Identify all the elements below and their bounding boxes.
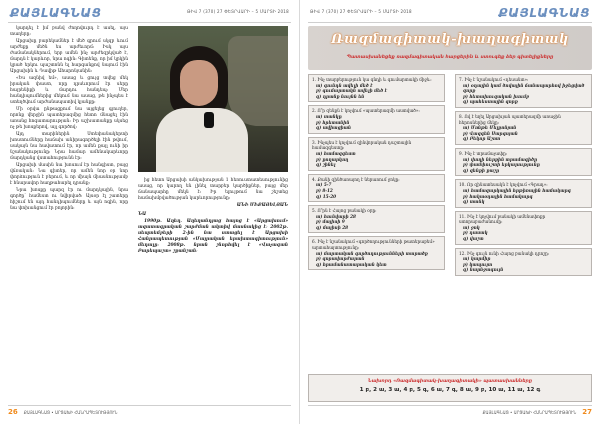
questions-column-left	[308, 74, 445, 372]
right-logo: ՔԱՅԼԱԳՆԱՑ	[498, 6, 590, 20]
question-box: 3. Ինչպես է կոչվում զինվորական դաշտային համազգեստը: ա) համազգեստ բ) քողարկող գ) շինել	[308, 137, 445, 171]
paragraph: կարդել է իմ բանվ ժողովուրդ է ասել, այս տաղերը:	[10, 26, 128, 37]
paragraph: ից հետո Արցախի անկախության 1 հեռուստատեսությունից ասաց, որ կարող են լինել տարբեր կարծիքներ, բայց մեր ճանապարհը մեկն է։ Իր ելույթում նա շեշտեց համախմբվածության կարևորությունը։	[138, 178, 288, 201]
questions-column-right	[455, 74, 592, 372]
footer-text: ՔԱՅԼԱԳՆԱՑ • ԱՐՑԱԽԻ ՀԱՆՐԱՊԵՏՈՒԹՅՈՒՆ	[482, 409, 577, 415]
paragraph: Այդ տարիներին Ստեփանակերտի խոստումները հաճախ անիրագործելի էին թվում, սակայն նա հավատում էր, որ ամեն քայլ ունի իր նշանակությունը։ Նրա համար ամենակարևորը մարդկանց վստահությունն էր։	[10, 132, 128, 161]
question-box: 10. Որ զինատեսակն է կոչվում «Գրադ»: ա) համազարկային հրթիռային համակարգ բ) հակաօդային համակարգ գ) տանկ	[455, 179, 592, 207]
left-logo: ՔԱՅԼԱԳՆԱՑ	[10, 6, 102, 20]
bio-text: 1990թ. Աղեղ. Աղեղանդյաց հայոց է «Արցախում» ազատագրական շարժման ակտիվ մասնակից է։ 2002թ. սեպտեմբերի 2-ին նա ստացել է Արցախի Հանրապետության «Մայրական երախտագիտություն» մեդալը։ 2008թ. նրան շնորհվել է «Վաչագան Բարեպաշտ» շքանշան։	[138, 219, 288, 254]
page-number: 27	[582, 408, 592, 416]
question-box: 7. Ինչ է նշանակում «դեսանտ»: ա) օդային կամ ծովային ճանապարհով իջեցված զորք բ) հետախուզական խումբ գ) պահեստային զորք	[455, 74, 592, 108]
question-box: 9. Ինչ է տրամաչափը: ա) փողի ներքին տրամագիծը բ) փամփուշտի երկարությունը գ) զենքի քաշը	[455, 148, 592, 176]
left-footer	[8, 405, 291, 418]
interview-photo	[138, 26, 288, 172]
question-box: 11. Ինչ է կոչվում բանակի ամենափոքր ստորաբաժանումը: ա) ջոկ բ) դասակ գ) վաշտ	[455, 211, 592, 245]
paragraph: Մի օրվա ընթացքում նա այցելեց գյուղեր, որոնք վերջին պատերազմից հետո մնացել էին առանց հոգատարության։ Իր աշխատանքը սկսեց ոչ թե խոսքերով, այլ գործով։	[10, 107, 128, 130]
page-number: 26	[8, 408, 18, 416]
question-box: 12. Ինչ գույն ունի Հայոց բանակի դրոշը: ա) կարմիր բ) կապույտ գ) նարնջագույն	[455, 248, 592, 276]
right-top-rule	[308, 22, 592, 23]
quiz-subtitle: Պատասխանեցեք ռազմագիտական հարցերին և ստուգեք ձեր գիտելիքները	[346, 55, 554, 60]
paragraph: «Ես ազնիվ եմ», ասաց և ցույց տվեց մեկ իրական փաստ, որը դրսևորում էր սերը հայրենիքի և մարդու հանդեպ։ Մեր հանդիպումներից մեկում նա ասաց, թե ինչպես է ստեղծվում արժանապատիվ կյանքը։	[10, 76, 128, 105]
right-running-head: ԹԻՎ 7 (370) 27 ՓԵՏՐՎԱՐԻ – 5 ՄԱՐՏԻ 2018	[310, 9, 412, 14]
paragraph: Նրա խոսքը պարզ էր ու մարդկային, նրա գործը՝ համեստ ու նվիրված։ Այսօր էլ շատերը հիշում են այդ հանդիպումները և այն ոգին, որը նա փոխանցում էր բոլորին։	[10, 188, 128, 211]
left-running-head: ԹԻՎ 7 (370) 27 ՓԵՏՐՎԱՐԻ – 5 ՄԱՐՏԻ 2018	[187, 9, 289, 14]
right-footer	[308, 405, 592, 418]
left-text-column-2	[138, 178, 288, 398]
left-top-rule	[8, 22, 291, 23]
paragraph: Արցախը բարեկամներ է մեծ գրում սկզբ ևում արժեքը մեծն ես արժեւորմ։ Իսկ այս ժամանակներում, երբ ամեն ինչ արժեզրկված է, մարդն է կարևոր, նրա ոգին։ Գիտենք, որ իմ կրկին կրած երկու պաշտոնն ել հարգանքով նայում էին Արցախին և Դավիթ Ահարոնյանին։	[10, 39, 128, 74]
answers-box	[308, 374, 592, 402]
question-box: 1. Ինչ տարբերություն կա գնդի և գումարտակի միջև: ա) գունդն ավելի մեծ է բ) գումարտակն ավելի մեծ է գ) դրանք նույնն են	[308, 74, 445, 102]
question-box: 4. Քանի զինծառայող է ներառում ջոկը: ա) 5-7 բ) 8-12 գ) 15-20	[308, 174, 445, 202]
quiz-banner	[308, 26, 592, 70]
microphone-icon	[204, 112, 214, 128]
bio-label: ՆԱ	[138, 212, 147, 217]
paragraph: Արցախի մասին նա խոսում էր հանգիստ, բայց վճռական։ Նա գիտեր, որ ամեն նոր օր նոր փորձություն է բերում, և որ միայն միասնությամբ է հնարավոր հաղթահարել դրանք։	[10, 163, 128, 186]
question-box: 2. Ո՞ր զենքն է կոչվում «պատերազմի աստված»: ա) տանկը բ) հրետանին գ) ավիացիան	[308, 105, 445, 133]
question-box: 8. Ով է եղել Արցախյան պատերազմի առաջին հերոսներից մեկը: ա) Մոնթե Մելքոնյան բ) Վազգեն Սարգսյան գ) Բեկոր Աշոտ	[455, 111, 592, 145]
author-signature: ԱՆԻ ՄԻՔԱՅԵԼՅԱՆ	[236, 203, 288, 208]
left-text-column-1	[10, 26, 128, 398]
question-box: 6. Ինչ է նշանակում «գործողությունների թատերաբեմ» արտահայտությունը: ա) մարտական գործողությունների տարածք բ) զորավարժարան գ) հրամանատարական կետ	[308, 236, 445, 270]
quiz-title: Ռազմագիտակ-խաղագիտակ	[331, 32, 569, 47]
answers-label: Նախորդ «Ռազմագիտակ-խաղագիտակի» պատասխանները	[367, 379, 533, 384]
footer-text: ՔԱՅԼԱԳՆԱՑ • ԱՐՑԱԽԻ ՀԱՆՐԱՊԵՏՈՒԹՅՈՒՆ	[23, 409, 118, 415]
right-page	[300, 0, 600, 424]
question-box: 5. Ո՞րն է Հայոց բանակի օրը: ա) հունվարի 28 բ) մայիսի 9 գ) մայիսի 28	[308, 205, 445, 233]
answers-key: 1 բ, 2 ա, 3 ա, 4 բ, 5 գ, 6 ա, 7 գ, 8 ա, 9 բ, 10 ա, 11 ա, 12 գ	[359, 387, 541, 393]
